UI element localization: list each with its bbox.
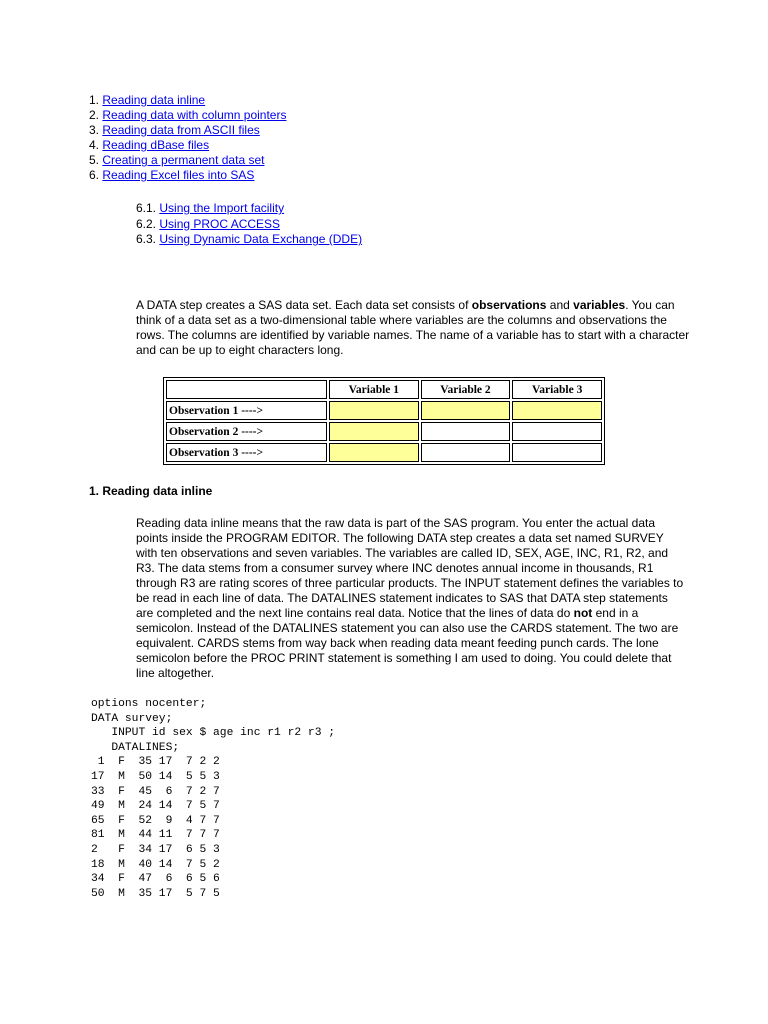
code-line: 1 F 35 17 7 2 2 <box>91 756 220 769</box>
section-heading-reading-data-inline: 1. Reading data inline <box>89 484 213 498</box>
subtoc-item-2 <box>136 217 362 233</box>
toc-number: 2. <box>89 108 100 122</box>
code-line: 50 M 35 17 5 7 5 <box>91 887 220 900</box>
toc-item-5 <box>89 153 286 168</box>
table-cell-highlighted <box>329 443 419 462</box>
table-cell-highlighted <box>512 401 602 420</box>
table-header-row <box>166 380 602 399</box>
code-line: 18 M 40 14 7 5 2 <box>91 858 220 871</box>
toc-number: 4. <box>89 138 100 152</box>
toc-number: 6. <box>89 168 100 182</box>
toc-item-6 <box>89 168 286 183</box>
sub-table-of-contents <box>136 201 362 248</box>
toc-number: 1. <box>89 93 100 107</box>
subtoc-item-1 <box>136 201 362 217</box>
toc-link-permanent-data-set[interactable]: Creating a permanent data set <box>102 153 265 167</box>
intro-bold-variables: variables <box>573 298 626 312</box>
section-paragraph <box>136 516 684 681</box>
toc-link-column-pointers[interactable]: Reading data with column pointers <box>102 108 287 122</box>
table-header-variable-1: Variable 1 <box>329 380 419 399</box>
toc-number: 3. <box>89 123 100 137</box>
code-line: 17 M 50 14 5 5 3 <box>91 770 220 783</box>
table-cell-highlighted <box>421 401 511 420</box>
table-cell-empty <box>512 443 602 462</box>
toc-link-dbase-files[interactable]: Reading dBase files <box>102 138 210 152</box>
table-row <box>166 422 602 441</box>
observations-variables-table <box>163 377 605 465</box>
intro-text-3: . You can think of a data set as a two-dimensional table where variables are the columns and observations the rows. The columns are identified by variable names. The name of a variable has to start with a character and can be up to eight characters long. <box>136 298 690 357</box>
subtoc-number: 6.3. <box>136 232 157 246</box>
section-text-2: end in a semicolon. Instead of the DATALINES statement you can also use the CARDS statement. The two are equivalent. CARDS stems from way back when reading data meant feeding punch cards. The lone semicolon before the PROC PRINT statement is something I am used to doing. You could delete that line altogether. <box>136 606 679 680</box>
subtoc-link-import-facility[interactable]: Using the Import facility <box>159 201 285 215</box>
code-line: 49 M 24 14 7 5 7 <box>91 800 220 813</box>
table-of-contents <box>89 93 286 183</box>
subtoc-number: 6.1. <box>136 201 157 215</box>
toc-link-reading-data-inline[interactable]: Reading data inline <box>102 93 206 107</box>
table-cell-empty <box>421 443 511 462</box>
sas-code-block <box>91 697 335 901</box>
table-header-variable-3: Variable 3 <box>512 380 602 399</box>
section-bold-not: not <box>573 606 593 620</box>
toc-number: 5. <box>89 153 100 167</box>
table-cell-empty <box>512 422 602 441</box>
subtoc-item-3 <box>136 232 362 248</box>
code-line: 2 F 34 17 6 5 3 <box>91 843 220 856</box>
intro-bold-observations: observations <box>471 298 547 312</box>
code-line: 34 F 47 6 6 5 6 <box>91 873 220 886</box>
table-cell-empty <box>421 422 511 441</box>
code-line: DATA survey; <box>91 712 173 725</box>
code-line: DATALINES; <box>91 741 180 754</box>
toc-item-4 <box>89 138 286 153</box>
section-text-1: Reading data inline means that the raw data is part of the SAS program. You enter the actual data points inside the PROGRAM EDITOR. The following DATA step creates a data set named SURVEY with ten observations and seven variables. The variables are called ID, SEX, AGE, INC, R1, R2, and R3. The data stems from a consumer survey where INC denotes annual income in thousands, R1 through R3 are rating scores of three particular products. The INPUT statement defines the variables to be read in each line of data. The DATALINES statement indicates to SAS that DATA step statements are completed and the next line contains real data. Notice that the lines of data do <box>136 516 684 620</box>
toc-item-2 <box>89 108 286 123</box>
subtoc-number: 6.2. <box>136 216 157 231</box>
row-label-observation-2: Observation 2 ----> <box>166 422 327 441</box>
toc-item-1 <box>89 93 286 108</box>
table-header-corner <box>166 380 327 399</box>
table-header-variable-2: Variable 2 <box>421 380 511 399</box>
row-label-observation-1: Observation 1 ----> <box>166 401 327 420</box>
code-line: 65 F 52 9 4 7 7 <box>91 814 220 827</box>
row-label-observation-3: Observation 3 ----> <box>166 443 327 462</box>
code-line: options nocenter; <box>91 698 207 710</box>
table-cell-highlighted <box>329 422 419 441</box>
intro-text-2: and <box>546 298 574 312</box>
table-cell-highlighted <box>329 401 419 420</box>
subtoc-link-proc-access[interactable]: Using PROC ACCESS <box>159 216 281 231</box>
code-line: 81 M 44 11 7 7 7 <box>91 829 220 842</box>
table-row <box>166 401 602 420</box>
toc-link-excel-files[interactable]: Reading Excel files into SAS <box>102 168 255 182</box>
toc-item-3 <box>89 123 286 138</box>
table-row <box>166 443 602 462</box>
code-line: INPUT id sex $ age inc r1 r2 r3 ; <box>91 727 336 740</box>
intro-text-1: A DATA step creates a SAS data set. Each data set consists of <box>136 298 472 312</box>
code-line: 33 F 45 6 7 2 7 <box>91 785 220 798</box>
toc-link-ascii-files[interactable]: Reading data from ASCII files <box>102 123 260 137</box>
intro-paragraph <box>136 298 696 358</box>
subtoc-link-dde[interactable]: Using Dynamic Data Exchange (DDE) <box>159 232 363 246</box>
